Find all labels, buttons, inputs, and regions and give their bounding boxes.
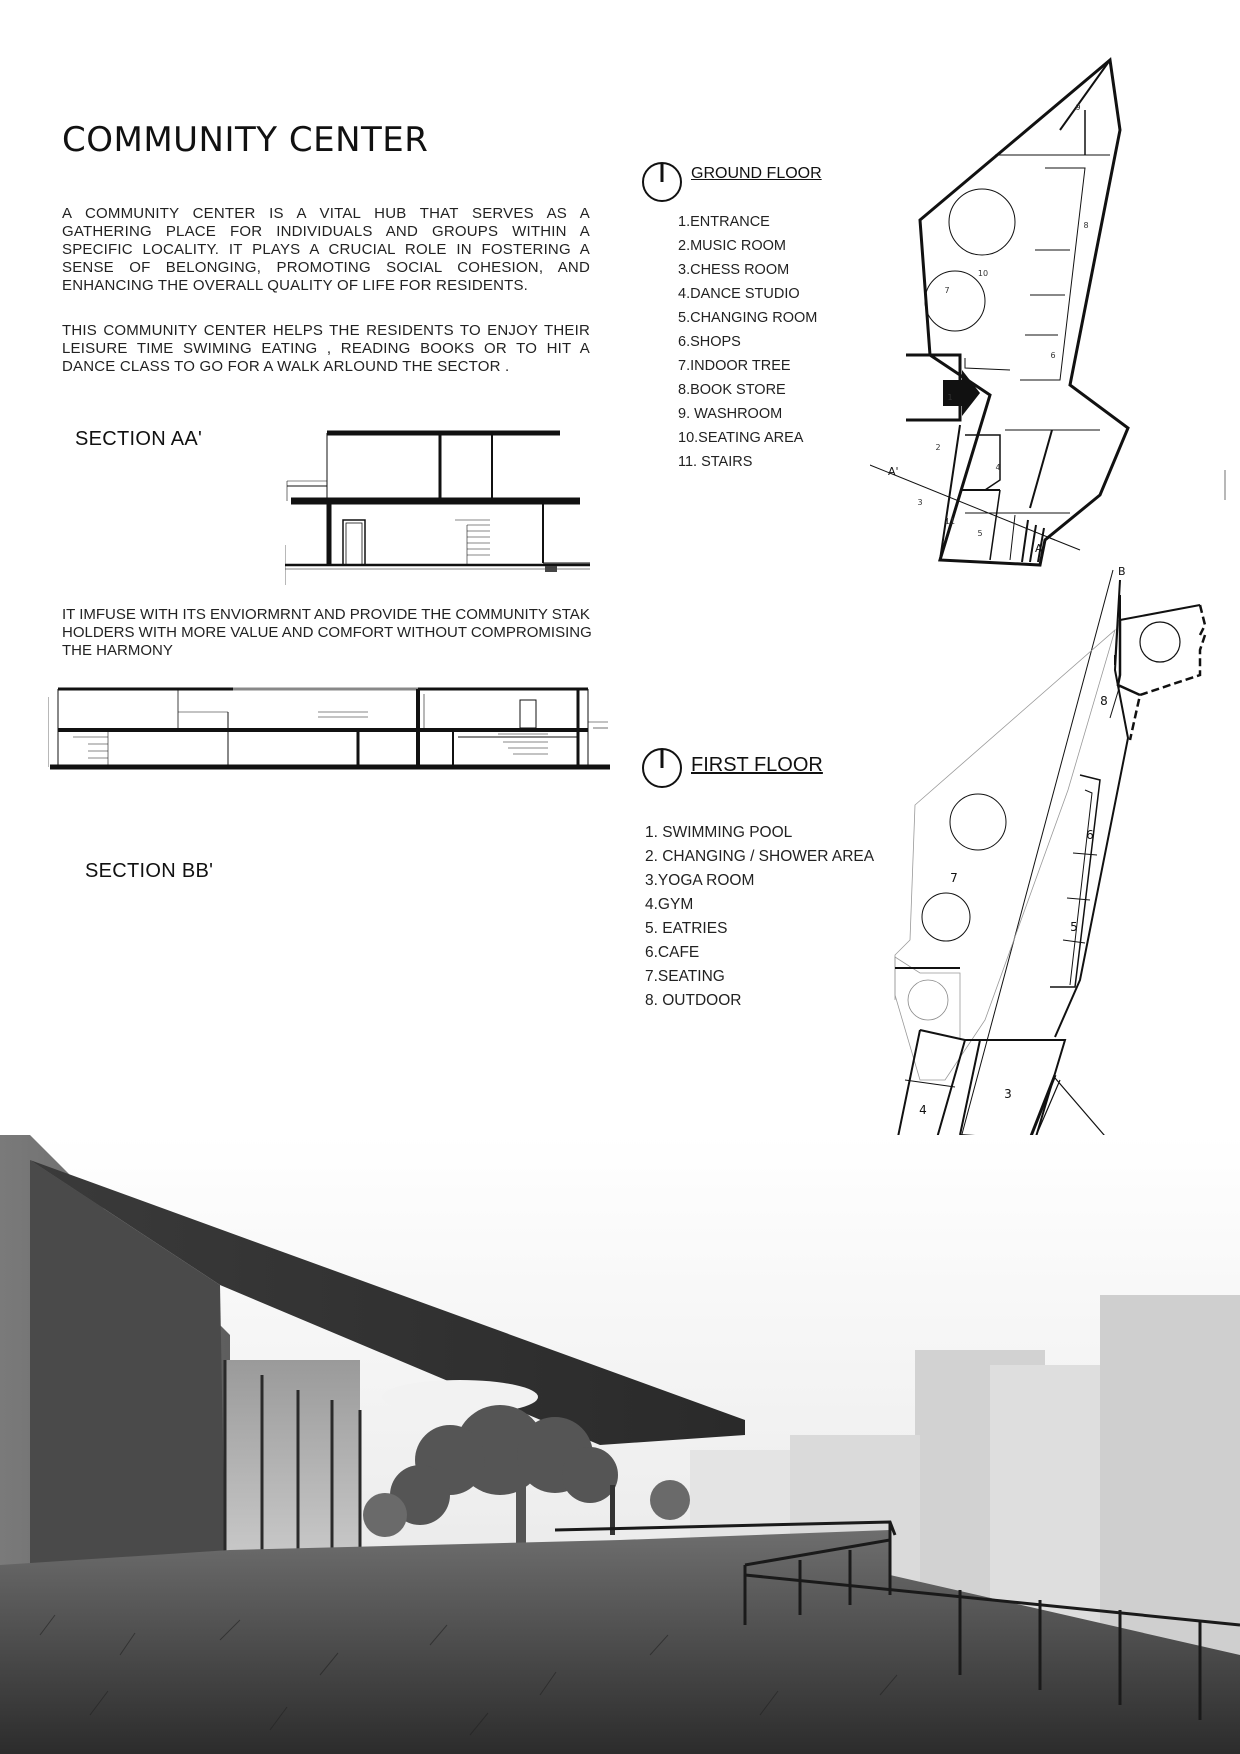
legend-item: 4.DANCE STUDIO xyxy=(678,286,800,302)
legend-item: 7.INDOOR TREE xyxy=(678,358,791,374)
ff-room-8: 8 xyxy=(1100,694,1108,708)
legend-item: 1.ENTRANCE xyxy=(678,214,770,230)
section-aa-drawing xyxy=(285,425,595,585)
gf-room-11: 11 xyxy=(944,517,956,526)
gf-room-4: 4 xyxy=(995,463,1001,472)
gf-room-6: 6 xyxy=(1050,351,1056,360)
gf-section-mark-a-prime: A' xyxy=(888,465,899,478)
gf-room-10: 10 xyxy=(977,269,989,278)
north-arrow-icon xyxy=(640,746,684,790)
gf-room-1: 1 xyxy=(947,393,953,402)
legend-item: 4.GYM xyxy=(645,896,694,913)
legend-item: 8.BOOK STORE xyxy=(678,382,786,398)
gf-room-2: 2 xyxy=(935,443,941,452)
intro-paragraph-1: A COMMUNITY CENTER IS A VITAL HUB THAT SERVES AS A GATHERING PLACE FOR INDIVIDUALS AND GROUPS WITHIN A SPECIFIC LOCALITY. IT PLAYS A CRUCIAL ROLE IN FOSTERING A SENSE OF BELONGING, PROMOTING SOCIAL COHESION, AND ENHANCING THE OVERALL QUALITY OF LIFE FOR RESIDENTS. xyxy=(62,205,590,294)
gf-room-5: 5 xyxy=(977,529,983,538)
gf-room-7: 7 xyxy=(944,286,950,295)
legend-item: 5. EATRIES xyxy=(645,920,728,937)
ff-room-3: 3 xyxy=(1004,1087,1012,1101)
legend-item: 7.SEATING xyxy=(645,968,725,985)
first-floor-heading: FIRST FLOOR xyxy=(691,754,823,776)
ground-floor-heading: GROUND FLOOR xyxy=(691,165,822,182)
exterior-render-image xyxy=(0,1135,1240,1754)
legend-item: 5.CHANGING ROOM xyxy=(678,310,818,326)
ff-room-4: 4 xyxy=(919,1103,927,1117)
legend-item: 3.YOGA ROOM xyxy=(645,872,755,889)
legend-item: 6.CAFE xyxy=(645,944,700,961)
legend-item: 8. OUTDOOR xyxy=(645,992,742,1009)
ff-section-mark-b: B xyxy=(1118,565,1126,578)
legend-item: 6.SHOPS xyxy=(678,334,741,350)
gf-room-9: 9 xyxy=(1075,103,1081,112)
intro-paragraph-2: THIS COMMUNITY CENTER HELPS THE RESIDENTS TO ENJOY THEIR LEISURE TIME SWIMING EATING , READING BOOKS OR TO HIT A DANCE CLASS TO GO FOR A WALK ARLOUND THE SECTOR . xyxy=(62,322,590,375)
legend-item: 9. WASHROOM xyxy=(678,406,783,422)
legend-item: 1. SWIMMING POOL xyxy=(645,824,793,841)
ff-room-6: 6 xyxy=(1086,828,1094,842)
section-bb-label: SECTION BB' xyxy=(85,860,214,882)
gf-section-mark-a: A xyxy=(1035,542,1043,555)
north-arrow-icon xyxy=(640,160,684,204)
first-floor-legend xyxy=(645,821,874,1013)
ground-floor-plan xyxy=(870,50,1230,570)
gf-room-3: 3 xyxy=(917,498,923,507)
environment-text: IT IMFUSE WITH ITS ENVIORMRNT AND PROVIDE THE COMMUNITY STAK HOLDERS WITH MORE VALUE AND COMFORT WITHOUT COMPROMISING THE HARMONY xyxy=(62,606,592,659)
section-aa-label: SECTION AA' xyxy=(75,428,203,450)
legend-item: 2.MUSIC ROOM xyxy=(678,238,786,254)
section-bb-drawing xyxy=(48,682,613,777)
legend-item: 11. STAIRS xyxy=(678,454,753,470)
page-title: COMMUNITY CENTER xyxy=(62,120,429,160)
gf-room-8: 8 xyxy=(1083,221,1089,230)
ground-floor-legend xyxy=(678,210,817,474)
legend-item: 2. CHANGING / SHOWER AREA xyxy=(645,848,875,865)
legend-item: 10.SEATING AREA xyxy=(678,430,804,446)
ff-room-7: 7 xyxy=(950,871,958,885)
ff-room-5: 5 xyxy=(1070,920,1078,934)
legend-item: 3.CHESS ROOM xyxy=(678,262,790,278)
